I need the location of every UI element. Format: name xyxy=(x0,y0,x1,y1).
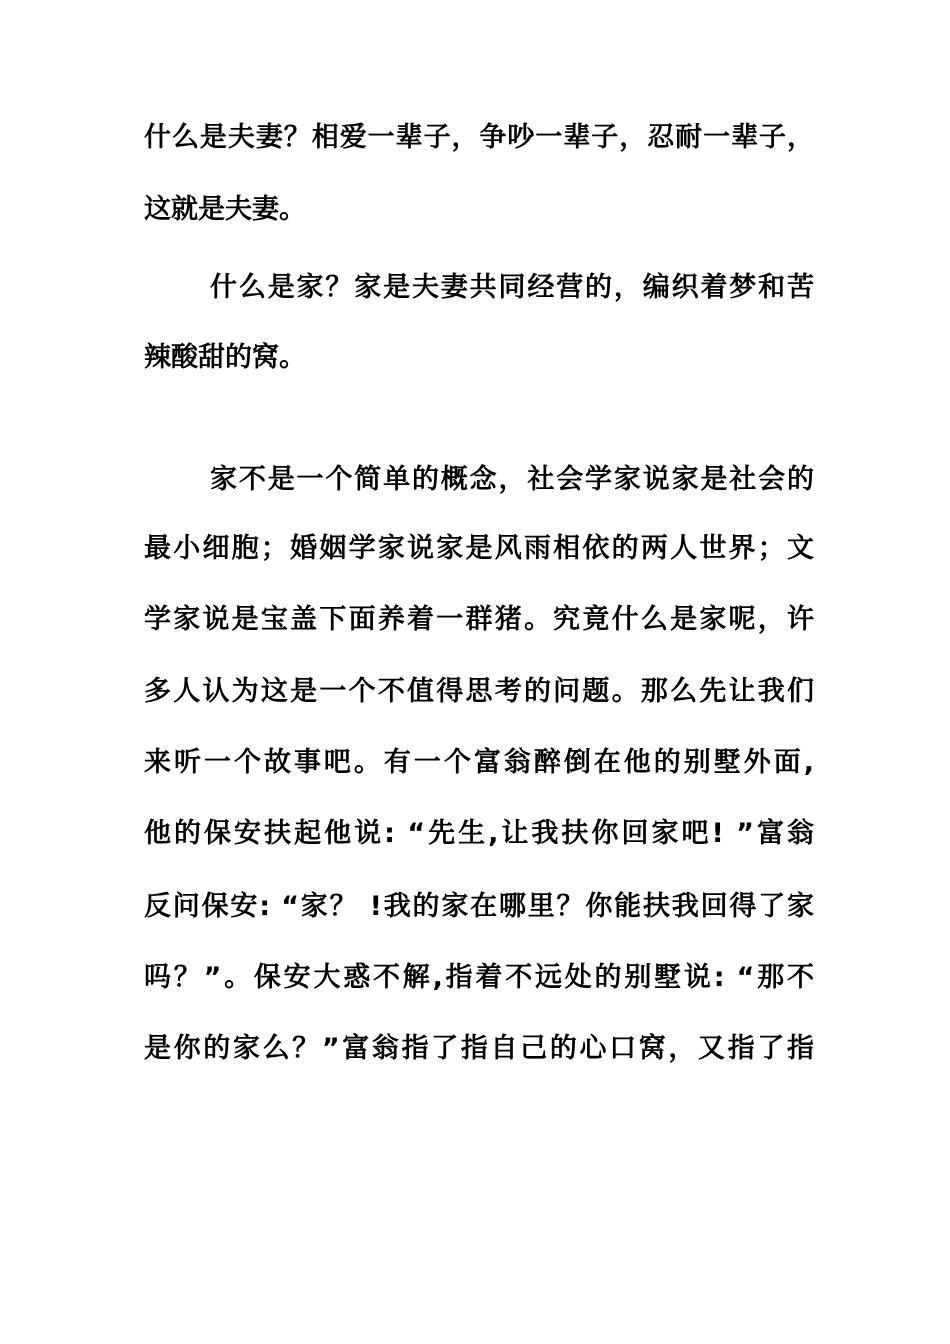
text-line: 家不是一个简单的概念，社会学家说家是社会的 xyxy=(210,464,814,495)
text-line: 最小细胞；婚姻学家说家是风雨相依的两人世界；文 xyxy=(144,533,814,564)
text-line: 反问保安: “家？ !我的家在哪里？你能扶我回得了家 xyxy=(144,891,814,922)
text-line: 吗？”。保安大惑不解,指着不远处的别墅说: “那不 xyxy=(144,962,814,993)
text-line: 是你的家么？”富翁指了指自己的心口窝，又指了指 xyxy=(144,1033,814,1064)
text-line: 多人认为这是一个不值得思考的问题。那么先让我们 xyxy=(144,676,814,707)
text-line: 这就是夫妻。 xyxy=(144,194,306,225)
text-line: 什么是家？家是夫妻共同经营的，编织着梦和苦 xyxy=(210,272,814,303)
text-line: 来听一个故事吧。有一个富翁醉倒在他的别墅外面, xyxy=(144,747,814,778)
text-line: 辣酸甜的窝。 xyxy=(144,342,306,373)
text-line: 学家说是宝盖下面养着一群猪。究竟什么是家呢，许 xyxy=(144,604,814,635)
text-line: 什么是夫妻？相爱一辈子，争吵一辈子，忍耐一辈子， xyxy=(144,122,814,153)
text-line: 他的保安扶起他说: “先生,让我扶你回家吧! ”富翁 xyxy=(144,818,814,849)
